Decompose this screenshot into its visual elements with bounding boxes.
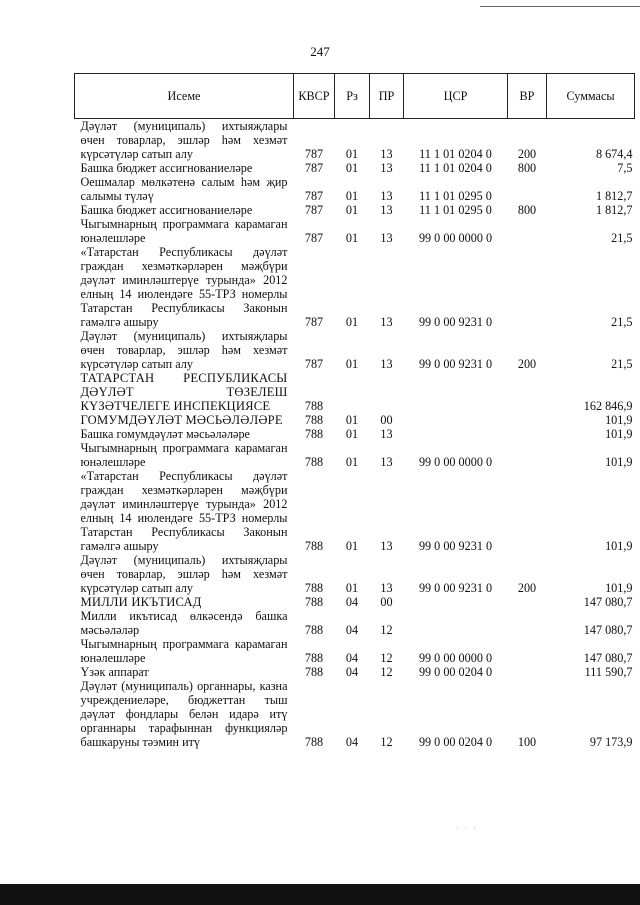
- cell-sum: 1 812,7: [595, 189, 633, 203]
- scan-speck: · · ·: [456, 824, 478, 833]
- table-row: [75, 441, 635, 469]
- cell-kvsr: 788: [304, 665, 324, 679]
- cell-pr: 00: [380, 413, 393, 427]
- cell-name: Чыгымнарның программага карамаган юнәлешләре: [80, 441, 288, 469]
- cell-csr: 99 0 00 9231 0: [418, 315, 493, 329]
- cell-vr: [508, 665, 547, 679]
- cell-vr: [508, 609, 547, 637]
- cell-csr: [404, 595, 508, 609]
- table-body: [75, 119, 635, 750]
- cell-sum: 101,9: [605, 455, 633, 469]
- budget-table: [74, 73, 635, 749]
- cell-pr: 00: [380, 595, 393, 609]
- cell-csr: 11 1 01 0295 0: [419, 189, 492, 203]
- cell-name: Чыгымнарның программага карамаган юнәлешләре: [80, 637, 288, 665]
- cell-rz: 01: [345, 315, 359, 329]
- cell-name: «Татарстан Республикасы дәүләт граждан хезмәткәрләрен мәҗбүри дәүләт иминләштерүе турында» 2012 елның 14 июлендәге 55-ТРЗ номерлы Татарстан Республикасы Законын гамәлгә ашыру: [80, 469, 288, 553]
- cell-name: Оешмалар мөлкәтенә салым һәм җир салымы түләү: [80, 175, 288, 203]
- cell-rz: 01: [345, 203, 359, 217]
- cell-rz: 04: [345, 595, 359, 609]
- cell-name: Милли икътисад өлкәсендә башка мәсьәләләр: [80, 609, 288, 637]
- cell-pr: 13: [380, 161, 393, 175]
- cell-csr: 99 0 00 9231 0: [418, 581, 493, 595]
- cell-vr: [508, 217, 547, 245]
- cell-rz: 01: [345, 357, 359, 371]
- cell-csr: 11 1 01 0204 0: [419, 161, 492, 175]
- cell-pr: 12: [380, 735, 393, 749]
- table-row: [75, 413, 635, 427]
- cell-kvsr: 788: [304, 595, 324, 609]
- cell-pr: 13: [380, 357, 393, 371]
- cell-sum: 8 674,4: [595, 147, 633, 161]
- cell-sum: 101,9: [605, 413, 633, 427]
- table-row: [75, 665, 635, 679]
- cell-pr: [370, 371, 404, 413]
- cell-name: Дәүләт (муниципаль) ихтыяҗлары өчен товарлар, эшләр һәм хезмәт күрсәтүләр сатып алу: [80, 119, 288, 161]
- cell-name: Башка бюджет ассигнованиеләре: [80, 203, 253, 217]
- cell-kvsr: 787: [304, 189, 324, 203]
- cell-pr: 13: [380, 189, 393, 203]
- cell-csr: 99 0 00 9231 0: [418, 539, 493, 553]
- cell-kvsr: 788: [304, 539, 324, 553]
- table-row: [75, 161, 635, 175]
- cell-pr: 13: [380, 203, 393, 217]
- header-sum: Суммасы: [547, 74, 635, 119]
- cell-pr: 12: [380, 623, 393, 637]
- cell-kvsr: 787: [304, 231, 324, 245]
- cell-vr: [508, 637, 547, 665]
- header-pr: ПР: [370, 74, 404, 119]
- cell-kvsr: 788: [304, 581, 324, 595]
- table-row: [75, 679, 635, 749]
- cell-vr: [508, 175, 547, 203]
- table-header-row: [75, 74, 635, 119]
- cell-vr: 200: [517, 581, 537, 595]
- page-number: 247: [310, 44, 330, 59]
- cell-vr: [508, 371, 547, 413]
- cell-rz: 04: [345, 735, 359, 749]
- table-row: [75, 637, 635, 665]
- table-row: [75, 595, 635, 609]
- cell-name: Үзәк аппарат: [80, 665, 149, 679]
- cell-csr: [404, 609, 508, 637]
- cell-pr: 13: [380, 427, 393, 441]
- cell-vr: [508, 413, 547, 427]
- table-row: [75, 609, 635, 637]
- cell-kvsr: 788: [304, 455, 324, 469]
- cell-name: Дәүләт (муниципаль) органнары, казна учреждениеләре, бюджеттан тыш дәүләт фондлары белән идарә итү органнары тарафыннан функцияләр башкаруны тәэмин итү: [80, 679, 288, 749]
- cell-vr: 200: [517, 147, 537, 161]
- cell-name: «Татарстан Республикасы дәүләт граждан хезмәткәрләрен мәҗбүри дәүләт иминләштерүе турында» 2012 елның 14 июлендәге 55-ТРЗ номерлы Татарстан Республикасы Законын гамәлгә ашыру: [80, 245, 288, 329]
- table-row: [75, 245, 635, 329]
- top-rule: [480, 6, 640, 7]
- cell-kvsr: 788: [304, 399, 324, 413]
- cell-rz: 01: [345, 427, 359, 441]
- cell-sum: 21,5: [611, 315, 633, 329]
- cell-rz: 01: [345, 189, 359, 203]
- header-vr: ВР: [508, 74, 547, 119]
- cell-sum: 97 173,9: [589, 735, 633, 749]
- cell-kvsr: 788: [304, 623, 324, 637]
- cell-pr: 13: [380, 539, 393, 553]
- cell-rz: 01: [345, 413, 359, 427]
- cell-sum: 1 812,7: [595, 203, 633, 217]
- cell-csr: [404, 413, 508, 427]
- scan-border-bottom: [0, 884, 640, 905]
- table-row: [75, 469, 635, 553]
- table-row: [75, 119, 635, 162]
- header-rz: Рз: [335, 74, 370, 119]
- cell-rz: 01: [345, 581, 359, 595]
- cell-csr: 11 1 01 0295 0: [419, 203, 492, 217]
- table-row: [75, 329, 635, 371]
- cell-kvsr: 787: [304, 357, 324, 371]
- table-row: [75, 553, 635, 595]
- cell-vr: [508, 245, 547, 329]
- cell-name: Башка бюджет ассигнованиеләре: [80, 161, 253, 175]
- cell-vr: 100: [517, 735, 537, 749]
- cell-sum: 101,9: [605, 581, 633, 595]
- cell-kvsr: 787: [304, 147, 324, 161]
- table-row: [75, 217, 635, 245]
- cell-kvsr: 788: [304, 427, 324, 441]
- table-row: [75, 175, 635, 203]
- cell-csr: 99 0 00 0000 0: [418, 651, 493, 665]
- cell-csr: 99 0 00 0000 0: [418, 231, 493, 245]
- cell-rz: 04: [345, 623, 359, 637]
- cell-rz: 04: [345, 651, 359, 665]
- cell-csr: [404, 371, 508, 413]
- cell-pr: 13: [380, 231, 393, 245]
- cell-kvsr: 787: [304, 161, 324, 175]
- cell-csr: 99 0 00 0204 0: [418, 735, 493, 749]
- cell-csr: 11 1 01 0204 0: [419, 147, 492, 161]
- cell-vr: 800: [517, 203, 537, 217]
- cell-kvsr: 788: [304, 735, 324, 749]
- cell-sum: 162 846,9: [583, 399, 633, 413]
- cell-sum: 21,5: [611, 231, 633, 245]
- cell-name: Башка гомумдәүләт мәсьәләләре: [80, 427, 250, 441]
- cell-name: Чыгымнарның программага карамаган юнәлешләре: [80, 217, 288, 245]
- cell-rz: 01: [345, 161, 359, 175]
- cell-kvsr: 787: [304, 315, 324, 329]
- cell-vr: [508, 595, 547, 609]
- cell-kvsr: 788: [304, 651, 324, 665]
- cell-sum: 101,9: [605, 427, 633, 441]
- cell-csr: 99 0 00 0000 0: [418, 455, 493, 469]
- header-name: Исеме: [75, 74, 294, 119]
- cell-sum: 7,5: [617, 161, 633, 175]
- cell-vr: [508, 441, 547, 469]
- cell-sum: 147 080,7: [583, 595, 633, 609]
- cell-sum: 147 080,7: [583, 623, 633, 637]
- cell-csr: [404, 427, 508, 441]
- cell-rz: 01: [345, 147, 359, 161]
- cell-kvsr: 788: [304, 413, 324, 427]
- cell-name: МИЛЛИ ИКЪТИСАД: [80, 595, 202, 609]
- cell-pr: 12: [380, 665, 393, 679]
- cell-vr: [508, 427, 547, 441]
- cell-sum: 21,5: [611, 357, 633, 371]
- cell-name: Дәүләт (муниципаль) ихтыяҗлары өчен товарлар, эшләр һәм хезмәт күрсәтүләр сатып алу: [80, 553, 288, 595]
- cell-pr: 13: [380, 581, 393, 595]
- cell-sum: 111 590,7: [584, 665, 633, 679]
- cell-name: Дәүләт (муниципаль) ихтыяҗлары өчен товарлар, эшләр һәм хезмәт күрсәтүләр сатып алу: [80, 329, 288, 371]
- table-row: [75, 203, 635, 217]
- cell-kvsr: 787: [304, 203, 324, 217]
- cell-sum: 101,9: [605, 539, 633, 553]
- cell-pr: 12: [380, 651, 393, 665]
- cell-rz: 01: [345, 455, 359, 469]
- cell-pr: 13: [380, 455, 393, 469]
- cell-pr: 13: [380, 147, 393, 161]
- cell-rz: 01: [345, 539, 359, 553]
- cell-rz: 01: [345, 231, 359, 245]
- cell-pr: 13: [380, 315, 393, 329]
- table-row: [75, 427, 635, 441]
- cell-rz: 04: [345, 665, 359, 679]
- cell-vr: [508, 469, 547, 553]
- cell-name: ГОМУМДӘҮЛӘТ МӘСЬӘЛӘЛӘРЕ: [80, 413, 283, 427]
- cell-vr: 800: [517, 161, 537, 175]
- cell-sum: 147 080,7: [583, 651, 633, 665]
- header-csr: ЦСР: [404, 74, 508, 119]
- cell-csr: 99 0 00 9231 0: [418, 357, 493, 371]
- table-row: [75, 371, 635, 413]
- header-kvsr: КВСР: [294, 74, 335, 119]
- cell-vr: 200: [517, 357, 537, 371]
- cell-name: ТАТАРСТАН РЕСПУБЛИКАСЫ ДӘҮЛӘТ ТӨЗЕЛЕШ КҮЗӘТЧЕЛЕГЕ ИНСПЕКЦИЯСЕ: [80, 371, 288, 413]
- cell-rz: [335, 371, 370, 413]
- cell-csr: 99 0 00 0204 0: [418, 665, 493, 679]
